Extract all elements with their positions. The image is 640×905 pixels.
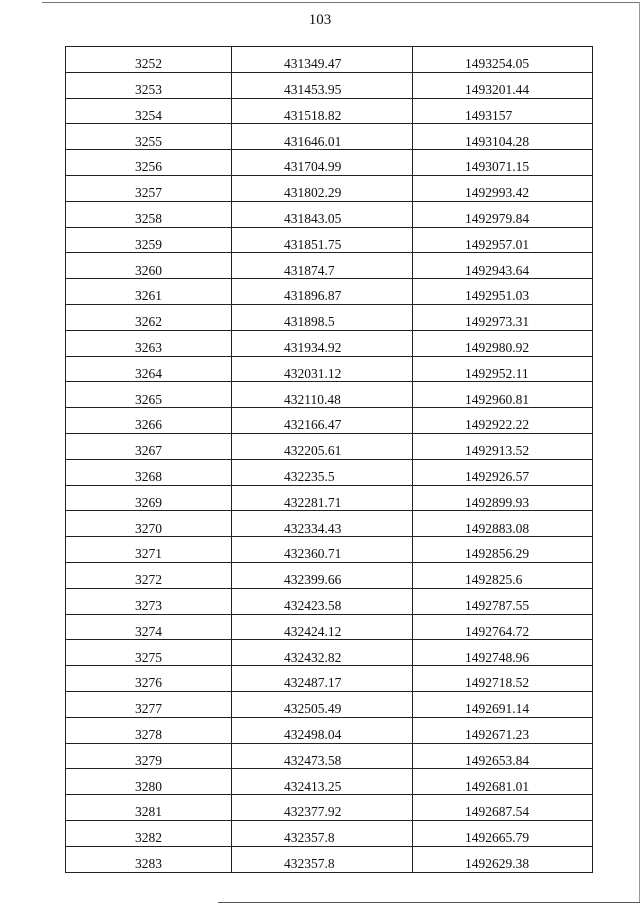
table-row bbox=[66, 124, 593, 150]
point-number-cell: 3276 bbox=[66, 666, 232, 692]
y-coordinate-cell: 1492951.03 bbox=[413, 279, 593, 305]
table-row bbox=[66, 330, 593, 356]
point-number-cell: 3259 bbox=[66, 227, 232, 253]
x-coordinate-cell: 431851.75 bbox=[232, 227, 413, 253]
point-number-cell: 3252 bbox=[66, 47, 232, 73]
y-coordinate-cell: 1492856.29 bbox=[413, 537, 593, 563]
y-coordinate-cell: 1492687.54 bbox=[413, 795, 593, 821]
x-coordinate-cell: 432424.12 bbox=[232, 614, 413, 640]
x-coordinate-cell: 432473.58 bbox=[232, 743, 413, 769]
x-coordinate-cell: 432377.92 bbox=[232, 795, 413, 821]
point-number-cell: 3278 bbox=[66, 717, 232, 743]
x-coordinate-cell: 431802.29 bbox=[232, 175, 413, 201]
table-row bbox=[66, 795, 593, 821]
point-number-cell: 3277 bbox=[66, 691, 232, 717]
point-number-cell: 3263 bbox=[66, 330, 232, 356]
table-row bbox=[66, 511, 593, 537]
table-row bbox=[66, 666, 593, 692]
page-top-edge bbox=[42, 2, 640, 3]
y-coordinate-cell: 1492764.72 bbox=[413, 614, 593, 640]
table-row bbox=[66, 150, 593, 176]
y-coordinate-cell: 1492718.52 bbox=[413, 666, 593, 692]
y-coordinate-cell: 1492883.08 bbox=[413, 511, 593, 537]
point-number-cell: 3279 bbox=[66, 743, 232, 769]
x-coordinate-cell: 431843.05 bbox=[232, 201, 413, 227]
x-coordinate-cell: 431896.87 bbox=[232, 279, 413, 305]
table-row bbox=[66, 253, 593, 279]
point-number-cell: 3262 bbox=[66, 304, 232, 330]
table-row bbox=[66, 562, 593, 588]
point-number-cell: 3260 bbox=[66, 253, 232, 279]
x-coordinate-cell: 431349.47 bbox=[232, 47, 413, 73]
table-row bbox=[66, 640, 593, 666]
x-coordinate-cell: 432399.66 bbox=[232, 562, 413, 588]
x-coordinate-cell: 431874.7 bbox=[232, 253, 413, 279]
x-coordinate-cell: 432235.5 bbox=[232, 459, 413, 485]
y-coordinate-cell: 1492691.14 bbox=[413, 691, 593, 717]
y-coordinate-cell: 1492979.84 bbox=[413, 201, 593, 227]
x-coordinate-cell: 431518.82 bbox=[232, 98, 413, 124]
table-row bbox=[66, 98, 593, 124]
point-number-cell: 3257 bbox=[66, 175, 232, 201]
table-row bbox=[66, 485, 593, 511]
point-number-cell: 3274 bbox=[66, 614, 232, 640]
page-bottom-edge bbox=[218, 902, 640, 903]
table-row bbox=[66, 820, 593, 846]
table-row bbox=[66, 47, 593, 73]
y-coordinate-cell: 1492960.81 bbox=[413, 382, 593, 408]
x-coordinate-cell: 432334.43 bbox=[232, 511, 413, 537]
table-row bbox=[66, 408, 593, 434]
page-number: 103 bbox=[308, 12, 332, 28]
table-row bbox=[66, 459, 593, 485]
x-coordinate-cell: 431934.92 bbox=[232, 330, 413, 356]
table-row bbox=[66, 382, 593, 408]
y-coordinate-cell: 1492913.52 bbox=[413, 433, 593, 459]
point-number-cell: 3258 bbox=[66, 201, 232, 227]
x-coordinate-cell: 431453.95 bbox=[232, 72, 413, 98]
point-number-cell: 3283 bbox=[66, 846, 232, 872]
table-row bbox=[66, 175, 593, 201]
y-coordinate-cell: 1492671.23 bbox=[413, 717, 593, 743]
point-number-cell: 3268 bbox=[66, 459, 232, 485]
x-coordinate-cell: 431898.5 bbox=[232, 304, 413, 330]
y-coordinate-cell: 1493104.28 bbox=[413, 124, 593, 150]
table-row bbox=[66, 743, 593, 769]
y-coordinate-cell: 1492653.84 bbox=[413, 743, 593, 769]
y-coordinate-cell: 1492957.01 bbox=[413, 227, 593, 253]
point-number-cell: 3270 bbox=[66, 511, 232, 537]
x-coordinate-cell: 432031.12 bbox=[232, 356, 413, 382]
y-coordinate-cell: 1493201.44 bbox=[413, 72, 593, 98]
point-number-cell: 3261 bbox=[66, 279, 232, 305]
x-coordinate-cell: 431704.99 bbox=[232, 150, 413, 176]
x-coordinate-cell: 432166.47 bbox=[232, 408, 413, 434]
point-number-cell: 3264 bbox=[66, 356, 232, 382]
table-row bbox=[66, 433, 593, 459]
x-coordinate-cell: 432498.04 bbox=[232, 717, 413, 743]
x-coordinate-cell: 432423.58 bbox=[232, 588, 413, 614]
point-number-cell: 3280 bbox=[66, 769, 232, 795]
y-coordinate-cell: 1492943.64 bbox=[413, 253, 593, 279]
coordinates-table-body bbox=[66, 47, 593, 873]
x-coordinate-cell: 432505.49 bbox=[232, 691, 413, 717]
table-row bbox=[66, 717, 593, 743]
point-number-cell: 3275 bbox=[66, 640, 232, 666]
table-row bbox=[66, 72, 593, 98]
point-number-cell: 3266 bbox=[66, 408, 232, 434]
point-number-cell: 3267 bbox=[66, 433, 232, 459]
y-coordinate-cell: 1493071.15 bbox=[413, 150, 593, 176]
table-row bbox=[66, 279, 593, 305]
y-coordinate-cell: 1492748.96 bbox=[413, 640, 593, 666]
x-coordinate-cell: 432205.61 bbox=[232, 433, 413, 459]
y-coordinate-cell: 1492973.31 bbox=[413, 304, 593, 330]
point-number-cell: 3282 bbox=[66, 820, 232, 846]
y-coordinate-cell: 1492926.57 bbox=[413, 459, 593, 485]
y-coordinate-cell: 1492922.22 bbox=[413, 408, 593, 434]
table-row bbox=[66, 614, 593, 640]
table-row bbox=[66, 537, 593, 563]
x-coordinate-cell: 432432.82 bbox=[232, 640, 413, 666]
point-number-cell: 3273 bbox=[66, 588, 232, 614]
point-number-cell: 3265 bbox=[66, 382, 232, 408]
point-number-cell: 3269 bbox=[66, 485, 232, 511]
point-number-cell: 3271 bbox=[66, 537, 232, 563]
x-coordinate-cell: 432487.17 bbox=[232, 666, 413, 692]
table-row bbox=[66, 769, 593, 795]
table-row bbox=[66, 588, 593, 614]
x-coordinate-cell: 432360.71 bbox=[232, 537, 413, 563]
point-number-cell: 3281 bbox=[66, 795, 232, 821]
table-row bbox=[66, 227, 593, 253]
y-coordinate-cell: 1492952.11 bbox=[413, 356, 593, 382]
table-row bbox=[66, 304, 593, 330]
y-coordinate-cell: 1492980.92 bbox=[413, 330, 593, 356]
x-coordinate-cell: 432281.71 bbox=[232, 485, 413, 511]
x-coordinate-cell: 432110.48 bbox=[232, 382, 413, 408]
y-coordinate-cell: 1492993.42 bbox=[413, 175, 593, 201]
point-number-cell: 3255 bbox=[66, 124, 232, 150]
point-number-cell: 3253 bbox=[66, 72, 232, 98]
point-number-cell: 3254 bbox=[66, 98, 232, 124]
y-coordinate-cell: 1492665.79 bbox=[413, 820, 593, 846]
y-coordinate-cell: 1492899.93 bbox=[413, 485, 593, 511]
x-coordinate-cell: 432413.25 bbox=[232, 769, 413, 795]
y-coordinate-cell: 1493157 bbox=[413, 98, 593, 124]
table-row bbox=[66, 356, 593, 382]
x-coordinate-cell: 432357.8 bbox=[232, 820, 413, 846]
y-coordinate-cell: 1492629.38 bbox=[413, 846, 593, 872]
point-number-cell: 3272 bbox=[66, 562, 232, 588]
y-coordinate-cell: 1492825.6 bbox=[413, 562, 593, 588]
table-row bbox=[66, 691, 593, 717]
y-coordinate-cell: 1493254.05 bbox=[413, 47, 593, 73]
y-coordinate-cell: 1492681.01 bbox=[413, 769, 593, 795]
point-number-cell: 3256 bbox=[66, 150, 232, 176]
x-coordinate-cell: 432357.8 bbox=[232, 846, 413, 872]
table-row bbox=[66, 201, 593, 227]
x-coordinate-cell: 431646.01 bbox=[232, 124, 413, 150]
y-coordinate-cell: 1492787.55 bbox=[413, 588, 593, 614]
table-row bbox=[66, 846, 593, 872]
coordinates-table bbox=[65, 46, 593, 873]
